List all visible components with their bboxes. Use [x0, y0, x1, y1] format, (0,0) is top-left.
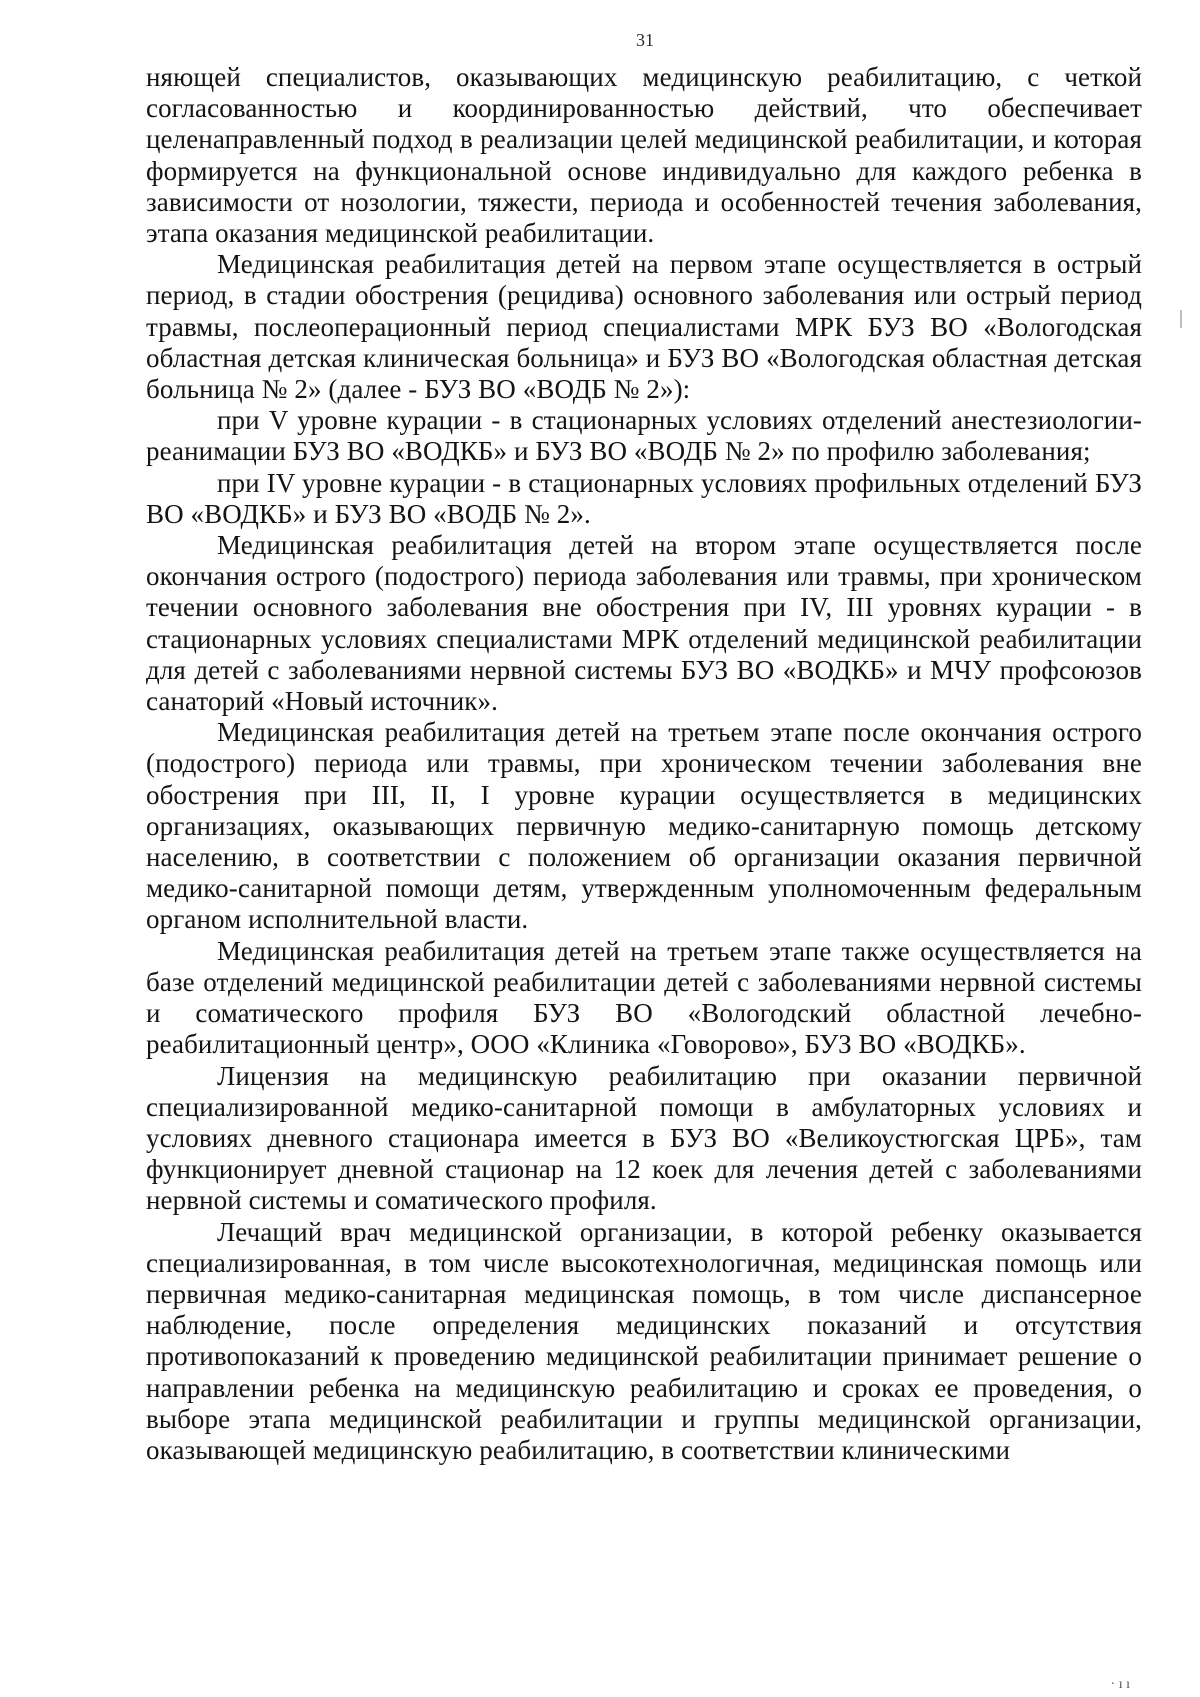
paragraph-stage-three-base: Медицинская реабилитация детей на третьем этапе также осуществляется на базе отделений медицинской реабилитации детей с заболеваниями нервной системы и соматического профиля БУЗ ВО «Вологодский областной лечебно-реабилитационный центр», ООО «Клиника «Говорово», БУЗ ВО «ВОДКБ». [146, 935, 1142, 1060]
document-body [146, 62, 1142, 1466]
paragraph-stage-one: Медицинская реабилитация детей на первом этапе осуществляется в острый период, в стадии обострения (рецидива) основного заболевания или острый период травмы, послеоперационный период специалистами МРК БУЗ ВО «Вологодская областная детская клиническая больница» и БУЗ ВО «Вологодская областная детская больница № 2» (далее - БУЗ ВО «ВОДБ № 2»): [146, 249, 1142, 405]
paragraph-stage-two: Медицинская реабилитация детей на втором этапе осуществляется после окончания острого (подострого) периода заболевания или травмы, при хроническом течении основного заболевания вне обострения при IV, III уровнях курации - в стационарных условиях специалистами МРК отделений медицинской реабилитации для детей с заболеваниями нервной системы БУЗ ВО «ВОДКБ» и МЧУ профсоюзов санаторий «Новый источник». [146, 530, 1142, 717]
paragraph-stage-three: Медицинская реабилитация детей на третьем этапе после окончания острого (подострого) периода или травмы, при хроническом течении заболевания вне обострения при III, II, I уровне курации осуществляется в медицинских организациях, оказывающих первичную медико-санитарную помощь детскому населению, в соответствии с положением об организации оказания первичной медико-санитарной помощи детям, утвержденным уполномоченным федеральным органом исполнительной власти. [146, 717, 1142, 935]
paragraph-level-four: при IV уровне курации - в стационарных условиях профильных отделений БУЗ ВО «ВОДКБ» и БУЗ ВО «ВОДБ № 2». [146, 467, 1142, 529]
page-number: 31 [636, 30, 654, 50]
paragraph-level-five: при V уровне курации - в стационарных условиях отделений анестезиологии-реанимации БУЗ ВО «ВОДКБ» и БУЗ ВО «ВОДБ № 2» по профилю заболевания; [146, 405, 1142, 467]
corner-mark: · ı ı [1110, 1677, 1130, 1692]
paragraph-continuation: няющей специалистов, оказывающих медицинскую реабилитацию, с четкой согласованностью и координированностью действий, что обеспечивает целенаправленный подход в реализации целей медицинской реабилитации, и которая формируется на функциональной основе индивидуально для каждого ребенка в зависимости от нозологии, тяжести, периода и особенностей течения заболевания, этапа оказания медицинской реабилитации. [146, 62, 1142, 249]
paragraph-license: Лицензия на медицинскую реабилитацию при оказании первичной специализированной медико-санитарной помощи в амбулаторных условиях и условиях дневного стационара имеется в БУЗ ВО «Великоустюгская ЦРБ», там функционирует дневной стационар на 12 коек для лечения детей с заболеваниями нервной системы и соматического профиля. [146, 1060, 1142, 1216]
paragraph-attending-physician: Лечащий врач медицинской организации, в которой ребенку оказывается специализированная, в том числе высокотехнологичная, медицинская помощь или первичная медико-санитарная медицинская помощь, в том числе диспансерное наблюдение, после определения медицинских показаний и отсутствия противопоказаний к проведению медицинской реабилитации принимает решение о направлении ребенка на медицинскую реабилитацию и сроках ее проведения, о выборе этапа медицинской реабилитации и группы медицинской организации, оказывающей медицинскую реабилитацию, в соответствии клиническими [146, 1216, 1142, 1465]
scan-margin-mark [1180, 310, 1182, 328]
